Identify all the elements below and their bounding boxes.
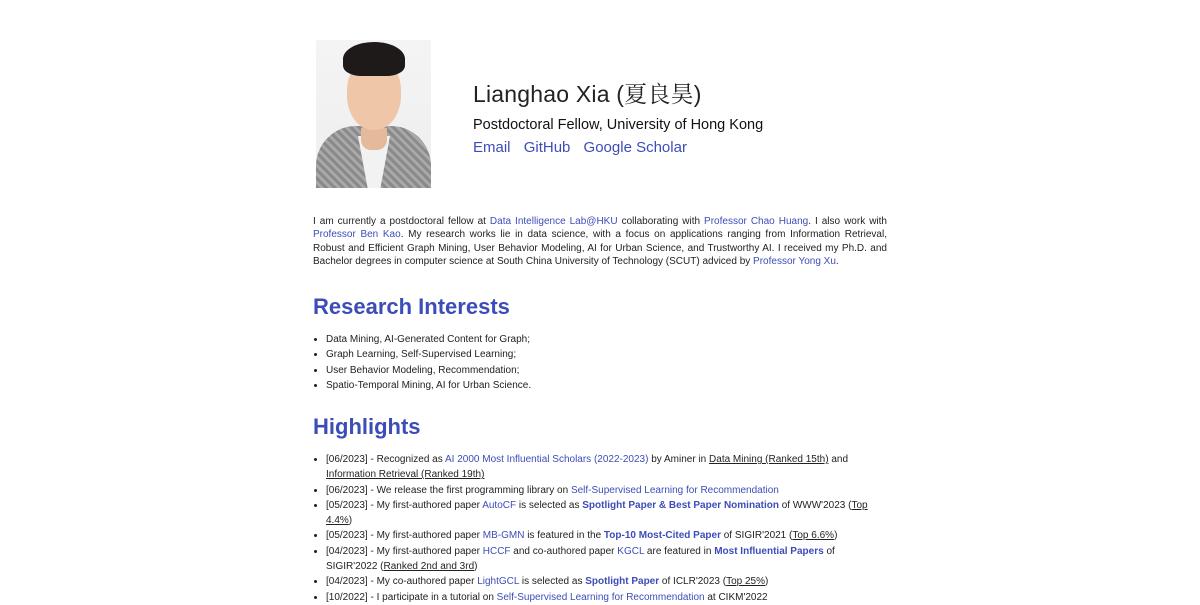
highlight-text: and co-authored paper — [510, 545, 618, 557]
highlight-text: at CIKM'2022 — [704, 591, 768, 603]
list-item: • Spatio-Temporal Mining, AI for Urban Science. — [326, 378, 886, 393]
highlight-text: of WWW'2023 ( — [778, 499, 852, 511]
list-item — [326, 498, 886, 529]
highlight-text: of ICLR'2023 ( — [659, 576, 727, 588]
highlight-text: ) — [348, 515, 353, 527]
highlight-award: Most Influential Papers — [714, 545, 824, 557]
highlight-award: Spotlight Paper & Best Paper Nomination — [582, 499, 779, 511]
autocf-link[interactable]: AutoCF — [482, 499, 517, 511]
bio-text: . My research works lie in data science, with a focus on applications ranging from Information Retrieval, Robust and Efficient Graph Mining, User Behavior Modeling, AI for Urban Science, and Trustworthy AI. I received my Ph.D. and Bachelor degrees in computer science at South China University of Technology (SCUT) adviced by — [313, 229, 887, 267]
highlight-text: [04/2023] - My first-authored paper — [326, 545, 483, 557]
photo-hair — [343, 42, 405, 76]
photo-neck — [361, 128, 387, 150]
ssl-library-link[interactable]: Self-Supervised Learning for Recommendation — [570, 484, 779, 496]
highlight-text: is featured in the — [524, 530, 604, 542]
profile-links — [473, 139, 696, 156]
lab-link[interactable]: Data Intelligence Lab@HKU — [489, 216, 618, 227]
research-interests-heading: Research Interests — [313, 294, 510, 319]
email-link[interactable]: Email — [473, 139, 511, 156]
profile-name: Lianghao Xia (夏良昊) — [473, 81, 702, 107]
highlight-text: and — [828, 454, 849, 465]
highlight-text: are featured in — [644, 545, 715, 557]
highlights-heading: Highlights — [313, 414, 421, 439]
top-rate-link[interactable]: Top 4.4% — [326, 499, 868, 527]
highlight-text: ) — [834, 530, 838, 542]
bio-paragraph — [313, 215, 887, 268]
bio-text: I am currently a postdoctoral fellow at — [313, 216, 490, 227]
bio-text: . — [835, 255, 839, 267]
highlight-award: Spotlight Paper — [585, 576, 660, 588]
profile-photo — [316, 40, 431, 188]
highlight-text: [06/2023] - Recognized as — [326, 454, 445, 465]
highlight-text: ) — [474, 561, 478, 573]
highlight-text: by Aminer in — [648, 454, 710, 465]
highlight-text: [06/2023] - We release the first programming library on — [326, 484, 571, 496]
list-item: • User Behavior Modeling, Recommendation; — [326, 363, 886, 378]
data-mining-rank-link[interactable]: Data Mining (Ranked 15th) — [709, 454, 829, 465]
lightgcl-link[interactable]: LightGCL — [477, 576, 520, 588]
chao-huang-link[interactable]: Professor Chao Huang — [704, 216, 809, 227]
highlight-text: [05/2023] - My first-authored paper — [326, 499, 483, 511]
ben-kao-link[interactable]: Professor Ben Kao — [313, 229, 401, 241]
research-interests-list — [313, 332, 886, 393]
highlight-text: is selected as — [519, 576, 586, 588]
list-item — [326, 574, 886, 589]
bio-text: collaborating with — [617, 216, 705, 227]
hccf-link[interactable]: HCCF — [482, 545, 511, 557]
mbgmn-link[interactable]: MB-GMN — [482, 530, 525, 542]
list-item — [326, 483, 886, 498]
highlight-text: of SIGIR'2022 ( — [326, 545, 835, 573]
highlight-text: of SIGIR'2021 ( — [720, 530, 793, 542]
ir-rank-link[interactable]: Information Retrieval (Ranked 19th) — [326, 469, 485, 481]
highlight-award: Top-10 Most-Cited Paper — [603, 530, 721, 542]
highlight-text: [10/2022] - I participate in a tutorial on — [326, 591, 497, 603]
yong-xu-link[interactable]: Professor Yong Xu — [753, 255, 836, 267]
highlights-list — [313, 452, 886, 605]
ranked-link[interactable]: Ranked 2nd and 3rd — [383, 561, 475, 573]
highlight-text: is selected as — [516, 499, 583, 511]
list-item: • Graph Learning, Self-Supervised Learning; — [326, 347, 886, 362]
profile-position: Postdoctoral Fellow, University of Hong Kong — [473, 117, 764, 133]
list-item — [326, 544, 886, 575]
highlight-text: ) — [765, 576, 769, 588]
highlight-text: [05/2023] - My first-authored paper — [326, 530, 483, 542]
top-rate-link[interactable]: Top 25% — [726, 576, 766, 588]
highlight-text: [04/2023] - My co-authored paper — [326, 576, 478, 588]
bio-text: . I also work with — [808, 216, 887, 227]
list-item — [326, 452, 886, 483]
kgcl-link[interactable]: KGCL — [617, 545, 645, 557]
tutorial-link[interactable]: Self-Supervised Learning for Recommendation — [496, 591, 705, 603]
list-item: • Data Mining, AI-Generated Content for Graph; — [326, 332, 886, 347]
ai2000-link[interactable]: AI 2000 Most Influential Scholars (2022-2023) — [444, 454, 649, 465]
google-scholar-link[interactable]: Google Scholar — [583, 139, 687, 156]
top-rate-link[interactable]: Top 6.6% — [792, 530, 835, 542]
github-link[interactable]: GitHub — [523, 139, 571, 156]
list-item — [326, 590, 886, 605]
list-item — [326, 528, 886, 543]
